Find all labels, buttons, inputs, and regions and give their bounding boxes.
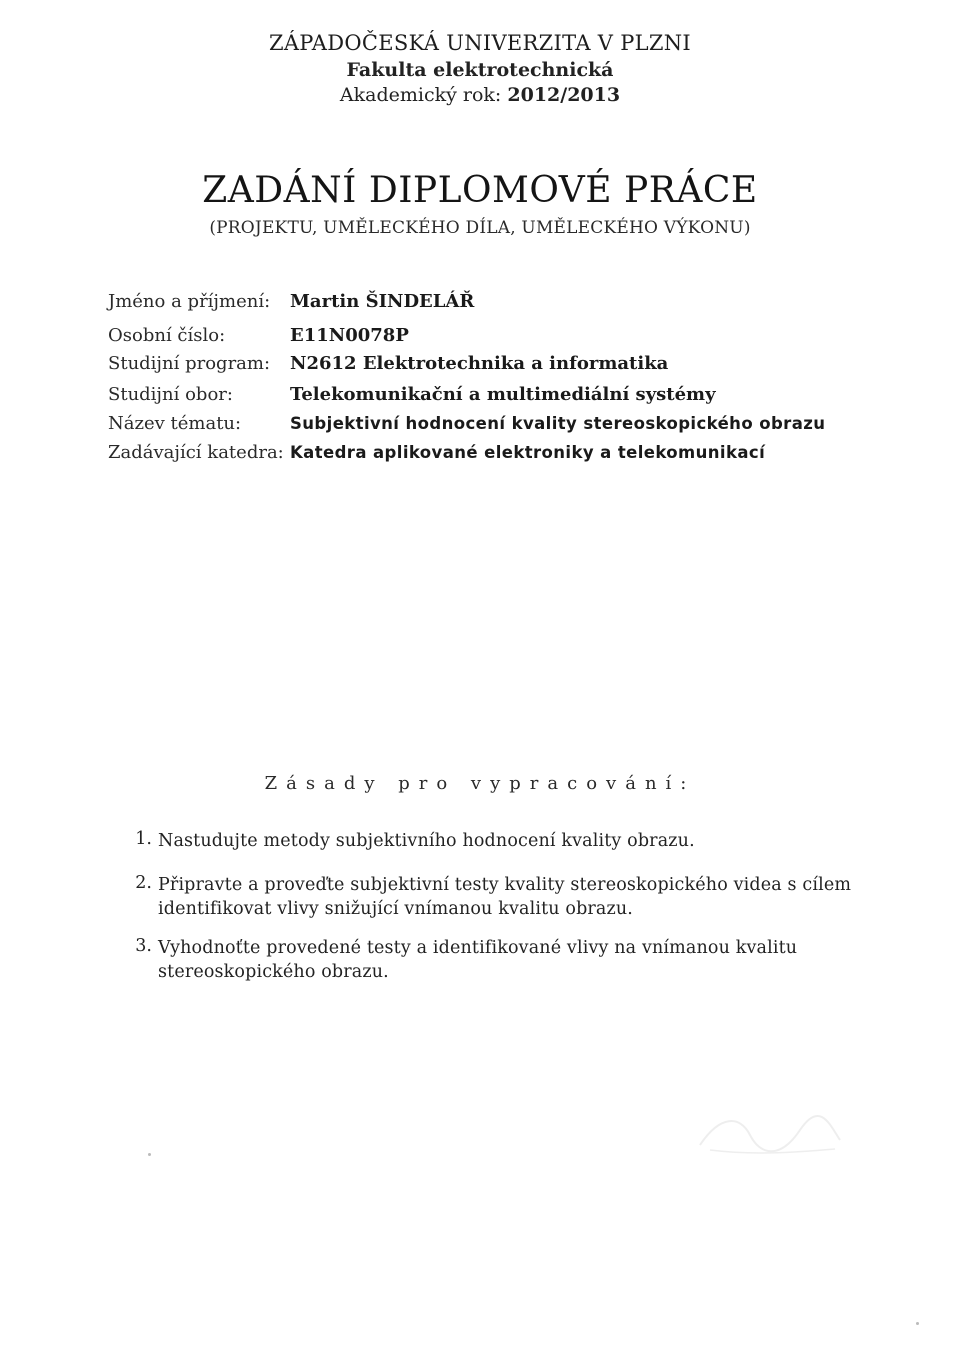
scan-speck <box>916 1322 919 1325</box>
faculty-name: Fakulta elektrotechnická <box>346 59 614 81</box>
info-value-department: Katedra aplikované elektroniky a telekomunikací <box>290 443 766 462</box>
principle-number: 1. <box>135 829 152 849</box>
academic-year-value: 2012/2013 <box>507 84 621 106</box>
info-label-study-program: Studijní program: <box>108 353 271 374</box>
info-value-study-program: N2612 Elektrotechnika a informatika <box>290 353 669 374</box>
university-name: ZÁPADOČESKÁ UNIVERZITA V PLZNI <box>268 31 692 55</box>
principles-heading: Zásady pro vypracování: <box>264 773 696 794</box>
academic-year-label: Akademický rok: <box>339 84 502 106</box>
academic-year <box>0 84 960 106</box>
principle-text: Vyhodnoťte provedené testy a identifikované vlivy na vnímanou kvalitu stereoskopického obrazu. <box>158 938 798 982</box>
info-value-name: Martin ŠINDELÁŘ <box>290 291 475 312</box>
principle-number: 2. <box>135 873 152 893</box>
principle-text: Připravte a proveďte subjektivní testy kvality stereoskopického videa s cílem identifikovat vlivy snižující vnímanou kvalitu obrazu. <box>158 875 852 919</box>
principle-text: Nastudujte metody subjektivního hodnocení kvality obrazu. <box>158 831 695 851</box>
info-value-personal-number: E11N0078P <box>290 325 409 346</box>
info-label-personal-number: Osobní číslo: <box>108 325 226 346</box>
info-label-department: Zadávající katedra: <box>108 442 284 463</box>
scan-speck <box>148 1153 151 1156</box>
document-title: ZADÁNÍ DIPLOMOVÉ PRÁCE <box>202 170 758 211</box>
info-label-topic: Název tématu: <box>108 413 242 434</box>
faint-signature <box>690 1105 850 1165</box>
info-value-field: Telekomunikační a multimediální systémy <box>290 384 716 405</box>
info-label-field: Studijní obor: <box>108 384 233 405</box>
document-subtitle: (PROJEKTU, UMĚLECKÉHO DÍLA, UMĚLECKÉHO VÝKONU) <box>209 218 751 238</box>
info-value-topic: Subjektivní hodnocení kvality stereoskopického obrazu <box>290 414 826 433</box>
info-label-name: Jméno a příjmení: <box>108 291 271 312</box>
principle-number: 3. <box>135 936 152 956</box>
